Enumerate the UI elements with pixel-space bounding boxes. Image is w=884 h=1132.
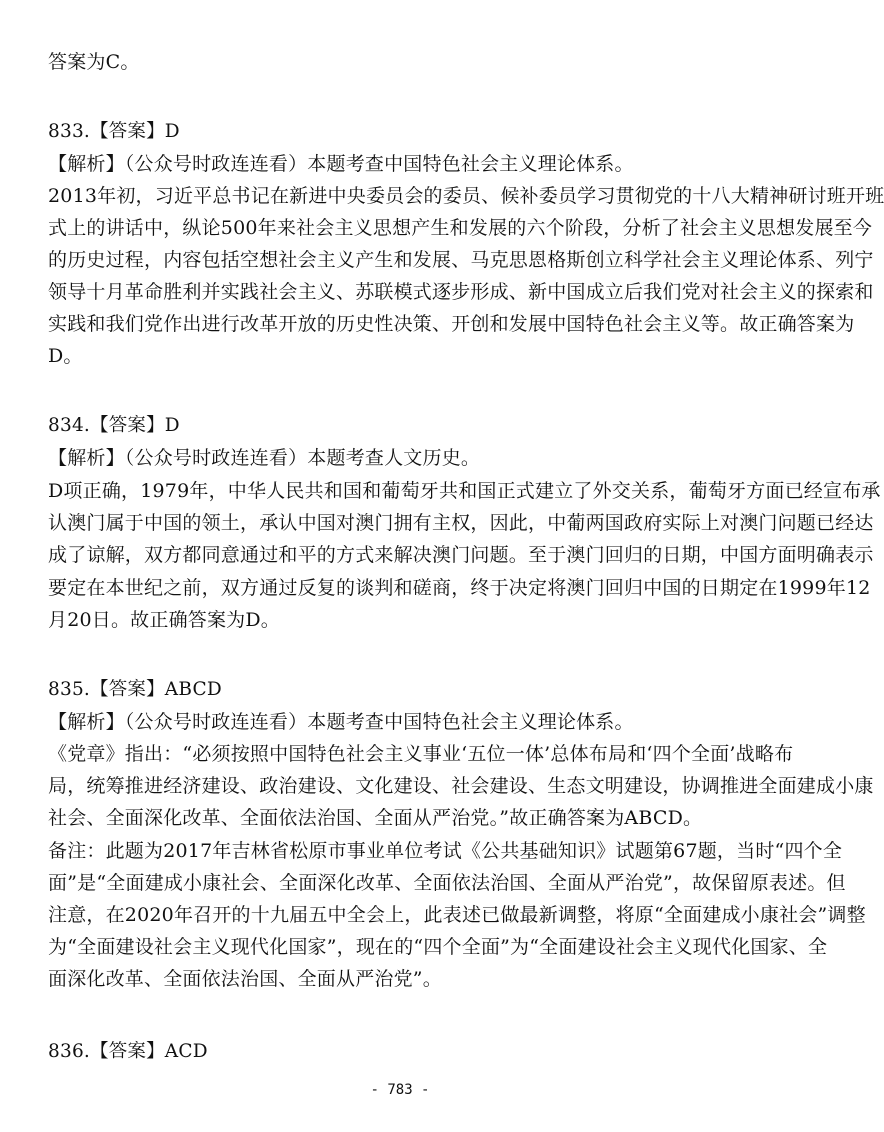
q834-body-line: 月20日。故正确答案为D。 <box>48 609 281 631</box>
q836-answer-header: 836.【答案】ACD <box>48 1041 208 1062</box>
q833-body-line: 式上的讲话中，纵论500年来社会主义思想产生和发展的六个阶段，分析了社会主义思想发展至今 <box>48 217 873 239</box>
q834-body-line: 成了谅解，双方都同意通过和平的方式来解决澳门问题。至于澳门回归的日期，中国方面明确表示 <box>48 544 874 566</box>
q834-body-line: D项正确，1979年，中华人民共和国和葡萄牙共和国正式建立了外交关系，葡萄牙方面已经宣布承 <box>48 480 881 502</box>
q834-body-line: 要定在本世纪之前，双方通过反复的谈判和磋商，终于决定将澳门回归中国的日期定在1999年12 <box>48 577 871 599</box>
page-number: - 783 - <box>370 1082 430 1098</box>
q835-note-line: 注意，在2020年召开的十九届五中全会上，此表述已做最新调整，将原“全面建成小康社会”调整 <box>48 904 866 926</box>
q835-note-line: 为“全面建设社会主义现代化国家”，现在的“四个全面”为“全面建设社会主义现代化国家、全 <box>48 936 828 958</box>
q833-body-line: 领导十月革命胜利并实践社会主义、苏联模式逐步形成、新中国成立后我们党对社会主义的探索和 <box>48 281 874 303</box>
q834-body-line: 认澳门属于中国的领土，承认中国对澳门拥有主权，因此，中葡两国政府实际上对澳门问题已经达 <box>48 512 874 534</box>
q835-body-line: 《党章》指出：“必须按照中国特色社会主义事业‘五位一体’总体布局和‘四个全面’战略布 <box>48 743 794 765</box>
q835-body-line: 局，统筹推进经济建设、政治建设、文化建设、社会建设、生态文明建设，协调推进全面建成小康 <box>48 775 874 797</box>
q833-body-line: D。 <box>48 345 83 367</box>
q835-note-line: 面深化改革、全面依法治国、全面从严治党”。 <box>48 968 442 990</box>
q834-analysis: 【解析】（公众号时政连连看）本题考查人文历史。 <box>48 447 481 469</box>
q833-analysis: 【解析】（公众号时政连连看）本题考查中国特色社会主义理论体系。 <box>48 153 634 175</box>
q835-note-line: 备注：此题为2017年吉林省松原市事业单位考试《公共基础知识》试题第67题，当时“四个全 <box>48 840 843 862</box>
q833-body-line: 的历史过程，内容包括空想社会主义产生和发展、马克思恩格斯创立科学社会主义理论体系、列宁 <box>48 249 874 271</box>
q835-body-line: 社会、全面深化改革、全面依法治国、全面从严治党。”故正确答案为ABCD。 <box>48 807 703 829</box>
q833-body-line: 实践和我们党作出进行改革开放的历史性决策、开创和发展中国特色社会主义等。故正确答案为 <box>48 313 855 335</box>
q833-body-line: 2013年初，习近平总书记在新进中央委员会的委员、候补委员学习贯彻党的十八大精神研讨班开班 <box>48 185 884 207</box>
q833-answer-header: 833.【答案】D <box>48 121 180 142</box>
previous-answer-tail: 答案为C。 <box>48 51 140 73</box>
q835-analysis: 【解析】（公众号时政连连看）本题考查中国特色社会主义理论体系。 <box>48 711 634 733</box>
q835-note-line: 面”是“全面建成小康社会、全面深化改革、全面依法治国、全面从严治党”，故保留原表述。但 <box>48 872 846 894</box>
q835-answer-header: 835.【答案】ABCD <box>48 679 222 700</box>
q834-answer-header: 834.【答案】D <box>48 415 180 436</box>
